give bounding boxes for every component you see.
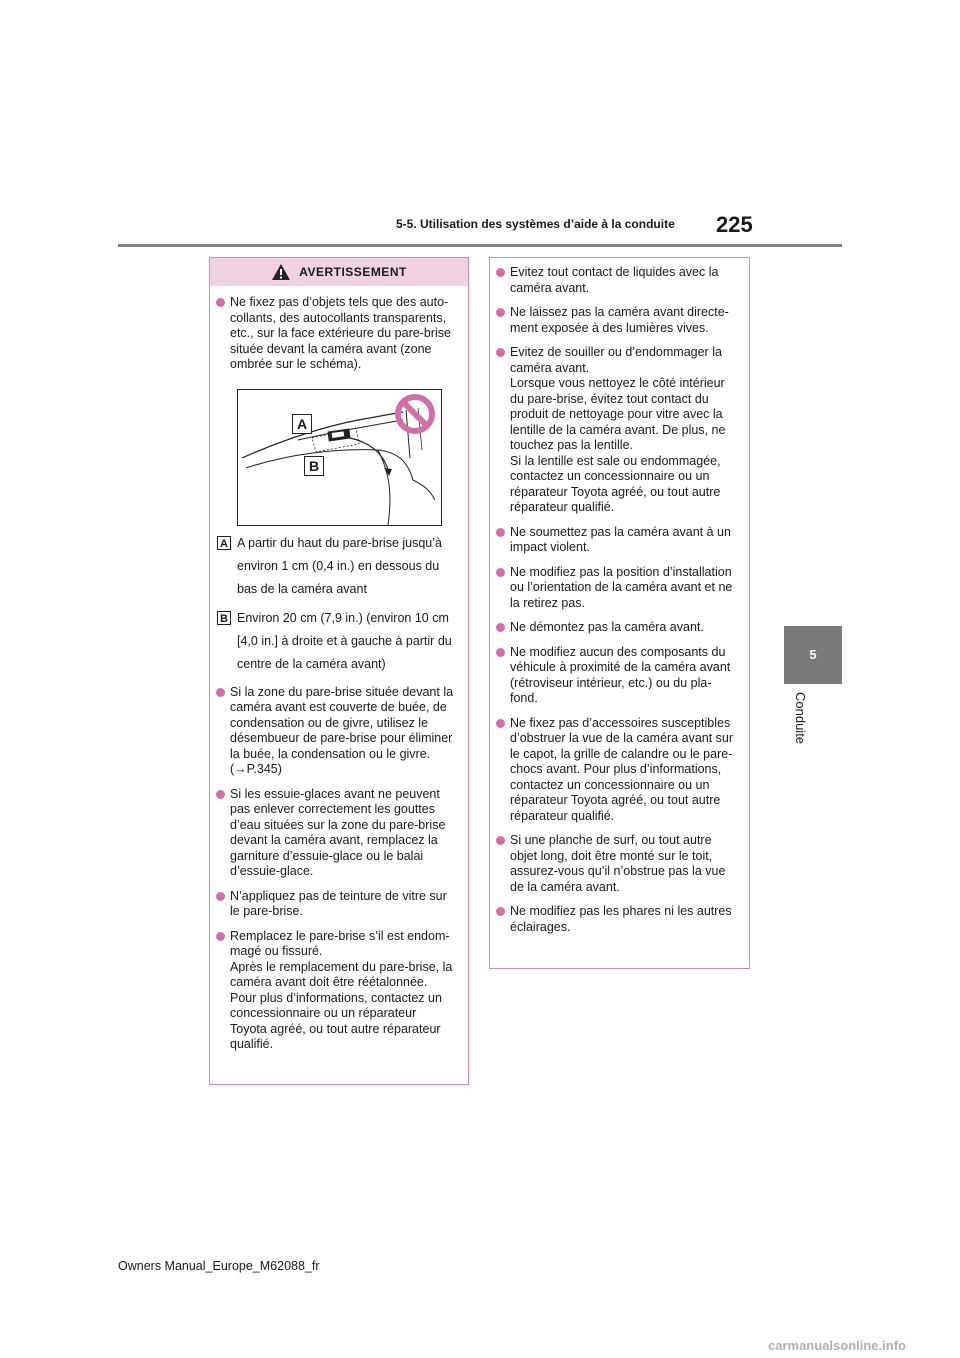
list-item: Ne modifiez pas la position d’installation ou l’orientation de la caméra avant et ne la retirez pas. — [496, 565, 741, 612]
header-rule — [118, 244, 842, 247]
watermark: carmanualsonline.info — [768, 1338, 906, 1353]
warning-intro-list — [210, 295, 468, 373]
warning-list-right — [490, 265, 749, 935]
warning-box-left — [209, 257, 469, 1085]
legend-text-b: Environ 20 cm (7,9 in.) (environ 10 cm [4,0 in.] à droite et à gauche à partir du centre de la caméra avant) — [237, 610, 452, 671]
chapter-label: Conduite — [793, 692, 808, 745]
list-item: Ne modifiez aucun des composants du véhicule à proximité de la caméra avant (rétroviseur intérieur, etc.) ou du pla- fond. — [496, 645, 741, 707]
warning-list-left — [210, 685, 468, 1053]
legend-key-b: B — [217, 611, 231, 625]
prohibition-icon — [394, 393, 436, 435]
chapter-tab[interactable]: 5 — [784, 626, 842, 684]
list-item: Evitez de souiller ou d’endommager la caméra avant. Lorsque vous nettoyez le côté intérieur du pare-brise, évitez tout contact du produit de nettoyage pour vitre avec la lentille de la caméra avant. De plus, ne touchez pas la lentille. Si la lentille est sale ou endommagée, contactez un concessionnaire ou un réparateur Toyota agréé, ou tout autre réparateur qualifié. — [496, 345, 741, 516]
footer-manual-id: Owners Manual_Europe_M62088_fr — [118, 1259, 320, 1273]
legend-row-b — [217, 611, 468, 676]
list-item: Ne modifiez pas les phares ni les autres éclairages. — [496, 904, 741, 935]
diagram-label-a: A — [292, 414, 312, 434]
list-item: Ne démontez pas la caméra avant. — [496, 620, 741, 636]
legend-key-a: A — [217, 536, 231, 550]
warning-header — [210, 258, 468, 286]
warning-triangle-icon — [271, 263, 291, 281]
windshield-camera-diagram — [237, 389, 442, 526]
list-item: Remplacez le pare-brise s’il est endom- magé ou fissuré. Après le remplacement du pare-brise, la caméra avant doit être réétalonnée. Pour plus d’informations, contactez un concessionnaire ou un réparateur Toyota agréé, ou tout autre réparateur qualifié. — [216, 929, 460, 1053]
list-item: Si la zone du pare-brise située devant la caméra avant est couverte de buée, de condensation ou de givre, utilisez le désembueur de pare-brise pour éliminer la buée, la condensation ou le givre. (→P.345) — [216, 685, 460, 778]
page-number: 225 — [716, 212, 753, 237]
list-item: Ne fixez pas d’objets tels que des auto- collants, des autocollants transparents, etc., sur la face extérieure du pare-brise située devant la caméra avant (zone ombrée sur le schéma). — [216, 295, 460, 373]
diagram-label-b: B — [304, 456, 324, 476]
list-item: Si une planche de surf, ou tout autre objet long, doit être monté sur le toit, assurez-vous qu’il n’obstrue pas la vue de la caméra avant. — [496, 833, 741, 895]
legend-row-a — [217, 536, 468, 601]
list-item: Ne soumettez pas la caméra avant à un impact violent. — [496, 525, 741, 556]
warning-box-right — [489, 257, 750, 969]
list-item: Evitez tout contact de liquides avec la caméra avant. — [496, 265, 741, 296]
list-item: N’appliquez pas de teinture de vitre sur le pare-brise. — [216, 889, 460, 920]
list-item: Ne fixez pas d’accessoires susceptibles d’obstruer la vue de la caméra avant sur le capot, la grille de calandre ou le pare- chocs avant. Pour plus d’informations, contactez un concessionnaire ou un réparateur Toyota agréé, ou tout autre réparateur qualifié. — [496, 716, 741, 825]
section-header-title: 5-5. Utilisation des systèmes d’aide à la conduite — [396, 217, 675, 231]
legend-text-a: A partir du haut du pare-brise jusqu’à environ 1 cm (0,4 in.) en dessous du bas de la caméra avant — [237, 535, 442, 596]
list-item: Si les essuie-glaces avant ne peuvent pas enlever correctement les gouttes d’eau situées sur la zone du pare-brise devant la caméra avant, remplacez la garniture d’essuie-glace ou le balai d’essuie-glace. — [216, 787, 460, 880]
list-item: Ne laissez pas la caméra avant directe- ment exposée à des lumières vives. — [496, 305, 741, 336]
warning-heading: AVERTISSEMENT — [299, 265, 407, 279]
